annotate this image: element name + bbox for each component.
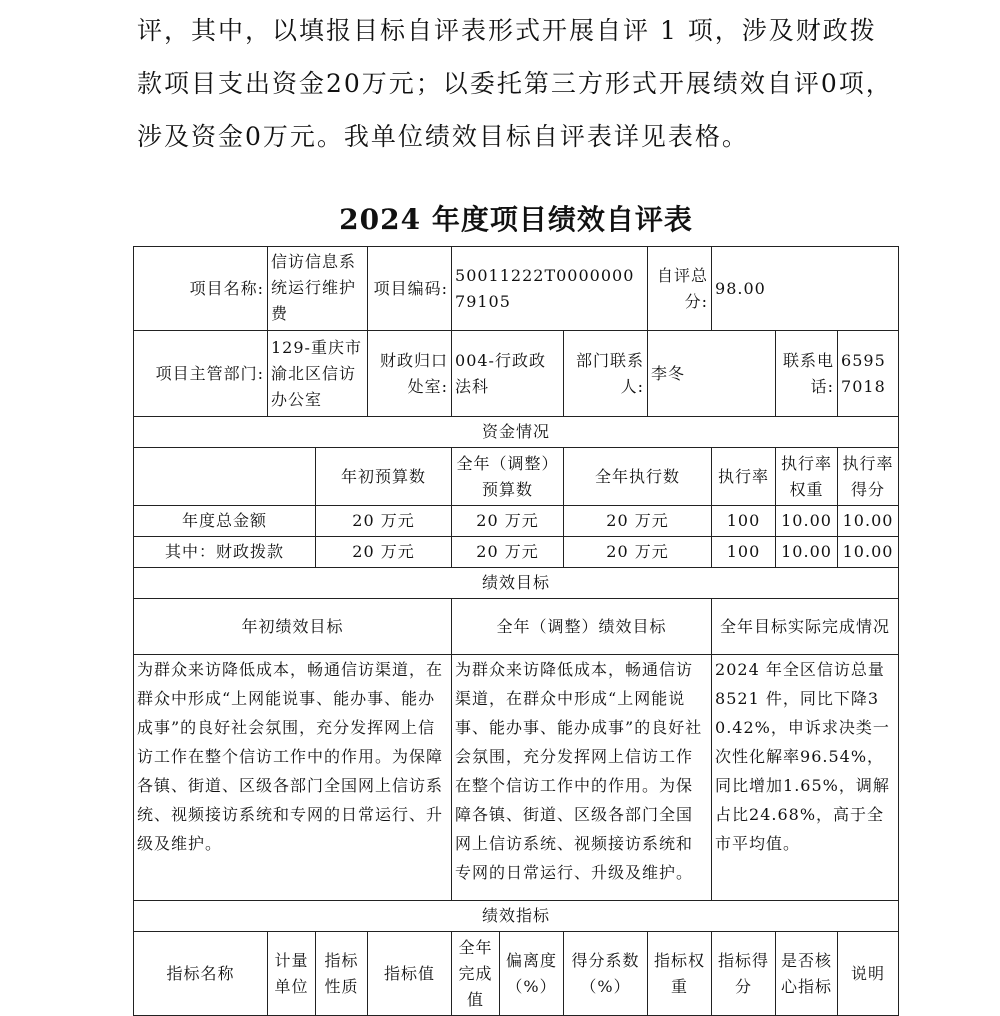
contact-label: 部门联系人: — [564, 331, 648, 417]
indicator-header: 计量单位 — [268, 932, 316, 1016]
phone-label: 联系电话: — [776, 331, 838, 417]
funds-header-row — [134, 448, 899, 506]
adjusted-goal-text: 为群众来访降低成本，畅通信访渠道，在群众中形成“上网能说事、能办事、能办成事”的良好社会氛围，充分发挥网上信访工作在整个信访工作中的作用。为保障各镇、街道、区级各部门全国网上信访系统、视频接访系统和专网的日常运行、升级及维护。 — [452, 655, 712, 901]
performance-evaluation-table — [133, 246, 899, 1016]
funds-header: 年初预算数 — [316, 448, 452, 506]
indicators-header-row — [134, 932, 899, 1016]
funds-header: 执行率 — [712, 448, 776, 506]
project-code-label: 项目编码: — [368, 247, 452, 331]
indicator-header: 是否核心指标 — [776, 932, 838, 1016]
funds-header: 全年执行数 — [564, 448, 712, 506]
adjusted-goal-header: 全年（调整）绩效目标 — [452, 599, 712, 655]
project-name-value: 信访信息系统运行维护费 — [268, 247, 368, 331]
funds-row-label: 年度总金额 — [134, 506, 316, 537]
score-label: 自评总分: — [648, 247, 712, 331]
funds-row-label: 其中：财政拨款 — [134, 537, 316, 568]
indicator-header: 说明 — [838, 932, 899, 1016]
funds-header: 执行率得分 — [838, 448, 899, 506]
funds-cell: 100 — [712, 537, 776, 568]
goals-header-row — [134, 599, 899, 655]
funds-cell: 10.00 — [776, 537, 838, 568]
funds-section-title: 资金情况 — [134, 417, 899, 448]
goals-content-row — [134, 655, 899, 901]
funds-row-total — [134, 506, 899, 537]
funds-cell: 10.00 — [776, 506, 838, 537]
project-info-row — [134, 247, 899, 331]
phone-value: 65957018 — [838, 331, 899, 417]
funds-cell: 20 万元 — [316, 506, 452, 537]
indicators-section-title: 绩效指标 — [134, 901, 899, 932]
funds-cell: 20 万元 — [564, 537, 712, 568]
finance-office-label: 财政归口处室: — [368, 331, 452, 417]
indicator-header: 指标性质 — [316, 932, 368, 1016]
initial-goal-header: 年初绩效目标 — [134, 599, 452, 655]
indicator-header: 得分系数（%） — [564, 932, 648, 1016]
score-value: 98.00 — [712, 247, 899, 331]
funds-cell: 100 — [712, 506, 776, 537]
department-value: 129-重庆市渝北区信访办公室 — [268, 331, 368, 417]
actual-completion-text: 2024 年全区信访总量8521 件，同比下降30.42%，申诉求决类一次性化解率96.54%，同比增加1.65%，调解占比24.68%，高于全市平均值。 — [712, 655, 899, 901]
project-code-value: 50011222T000000079105 — [452, 247, 648, 331]
indicator-header: 指标权重 — [648, 932, 712, 1016]
actual-completion-header: 全年目标实际完成情况 — [712, 599, 899, 655]
project-name-label: 项目名称: — [134, 247, 268, 331]
funds-row-fiscal — [134, 537, 899, 568]
funds-cell: 20 万元 — [316, 537, 452, 568]
department-info-row — [134, 331, 899, 417]
department-label: 项目主管部门: — [134, 331, 268, 417]
funds-cell: 20 万元 — [452, 537, 564, 568]
funds-cell: 10.00 — [838, 506, 899, 537]
contact-value: 李冬 — [648, 331, 776, 417]
indicator-header: 指标得分 — [712, 932, 776, 1016]
funds-cell: 10.00 — [838, 537, 899, 568]
indicator-header: 全年完成值 — [452, 932, 500, 1016]
intro-paragraph: 评，其中，以填报目标自评表形式开展自评 1 项，涉及财政拨款项目支出资金20万元；以委托第三方形式开展绩效自评0项，涉及资金0万元。我单位绩效目标自评表详见表格。 — [137, 16, 893, 151]
indicator-header: 指标值 — [368, 932, 452, 1016]
funds-header-blank — [134, 448, 316, 506]
indicator-header: 偏离度（%） — [500, 932, 564, 1016]
funds-header: 全年（调整）预算数 — [452, 448, 564, 506]
goals-section-title: 绩效目标 — [134, 568, 899, 599]
indicator-header: 指标名称 — [134, 932, 268, 1016]
initial-goal-text: 为群众来访降低成本，畅通信访渠道，在群众中形成“上网能说事、能办事、能办成事”的良好社会氛围，充分发挥网上信访工作在整个信访工作中的作用。为保障各镇、街道、区级各部门全国网上信访系统、视频接访系统和专网的日常运行、升级及维护。 — [134, 655, 452, 901]
table-title: 2024 年度项目绩效自评表 — [339, 203, 693, 236]
funds-cell: 20 万元 — [564, 506, 712, 537]
funds-cell: 20 万元 — [452, 506, 564, 537]
funds-header: 执行率权重 — [776, 448, 838, 506]
finance-office-value: 004-行政政法科 — [452, 331, 564, 417]
